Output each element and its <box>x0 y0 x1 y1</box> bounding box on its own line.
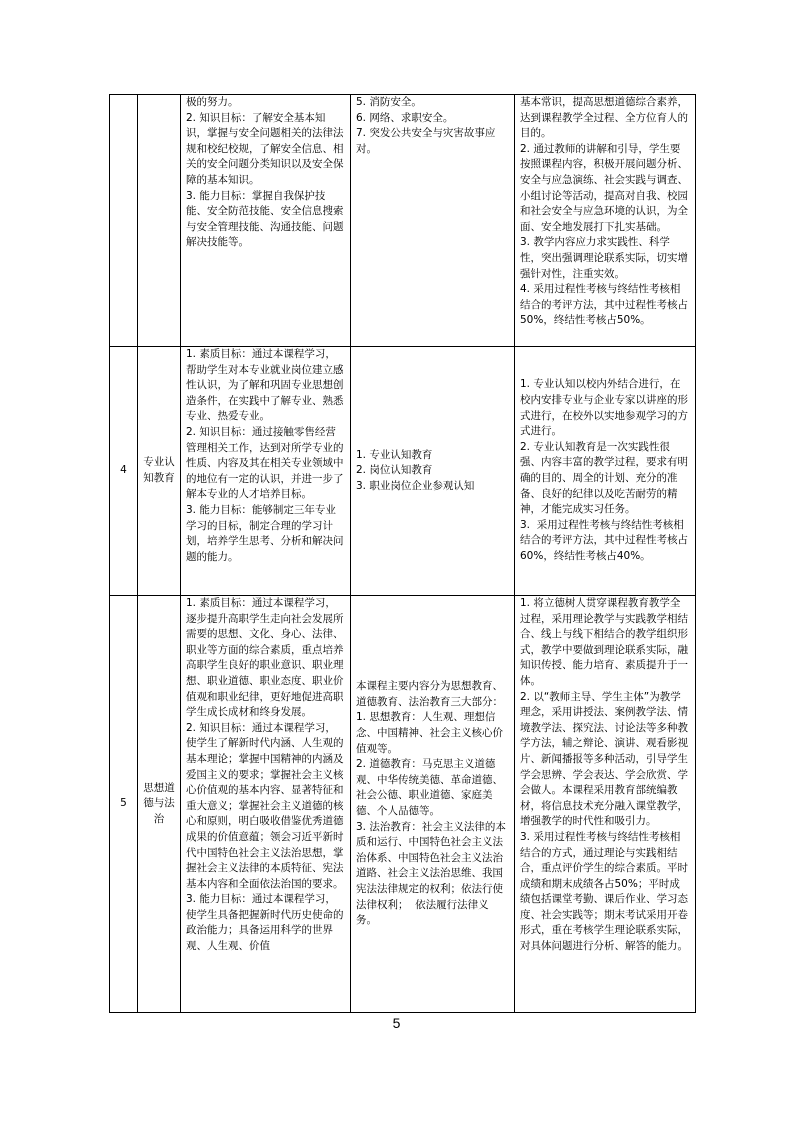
row-number: 4 <box>110 347 138 596</box>
course-goals-text: 1. 素质目标：通过本课程学习，逐步提升高职学生走向社会发展所需要的思想、文化、身心、法律、职业等方面的综合素质，重点培养高职学生良好的职业意识、职业理想、职业道德、职业态度、职业价值观和职业纪律，更好地促进高职学生成长成材和终身发展。 2. 知识目标：通过本课程学习，使学生了解新时代内涵、人生观的基本理论；掌握中国精神的内涵及爱国主义的要求；掌握社会主义核心价值观的基本内容、显著特征和重大意义；掌握社会主义道德的核心和原则，明白吸收借鉴优秀道德成果的价值意蕴；领会习近平新时代中国特色社会主义法治思想，掌握社会主义法律的本质特征、宪法基本内容和全面依法治国的要求。 3. 能力目标：通过本课程学习，使学生具备把握新时代历史使命的政治能力；具备运用科学的世界观、人生观、价值 <box>186 597 344 953</box>
course-goals <box>181 596 351 1013</box>
table-row <box>110 347 696 596</box>
teaching-method-text: 1. 专业认知以校内外结合进行，在校内安排专业与企业专家以讲座的形式进行，在校外以实地参观学习的方式进行。 2. 专业认知教育是一次实践性很强、内容丰富的教学过程，要求有明确的目的、周全的计划、充分的准备、良好的纪律以及吃苦耐劳的精神，才能完成实习任务。 3. 采用过程性考核与终结性考核相结合的考评方法，其中过程性考核占 60%，终结性考核占40%。 <box>520 378 688 562</box>
row-number: 5 <box>110 596 138 1013</box>
table-row <box>110 95 696 347</box>
table-row <box>110 596 696 1013</box>
course-name <box>138 95 181 347</box>
course-name: 思想道德与法治 <box>138 596 181 1013</box>
teaching-method-text: 1. 将立德树人贯穿课程教育教学全过程，采用理论教学与实践教学相结合、线上与线下相结合的教学组织形式，教学中要做到理论联系实际，融知识传授、能力培育、素质提升于一体。 2. 以“教师主导、学生主体”为教学理念，采用讲授法、案例教学法、情境教学法、探究法、讨论法等多种教学方法，辅之辩论、演讲、观看影视片、新闻播报等多种活动，引导学生学会思辨、学会表达、学会欣赏、学会做人。本课程采用教育部统编教材，将信息技术充分融入课堂教学，增强教学的时代性和吸引力。 3. 采用过程性考核与终结性考核相结合的方式，通过理论与实践相结合，重点评价学生的综合素质。平时成绩和期末成绩各占50%；平时成绩包括课堂考勤、课后作业、学习态度、社会实践等；期末考试采用开卷形式，重在考核学生理论联系实际，对具体问题进行分析、解答的能力。 <box>520 597 688 953</box>
course-goals-text: 1. 素质目标：通过本课程学习，帮助学生对本专业就业岗位建立感性认识，为了解和巩固专业思想创造条件，在实践中了解专业、熟悉专业、热爱专业。 2. 知识目标：通过接触零售经营管理相关工作，达到对所学专业的性质、内容及其在相关专业领域中的地位有一定的认识，并进一步了解本专业的人才培养目标。 3. 能力目标：能够制定三年专业学习的目标，制定合理的学习计划，培养学生思考、分析和解决问题的能力。 <box>186 348 344 563</box>
course-content-text: 1. 专业认知教育 2. 岗位认知教育 3. 职业岗位企业参观认知 <box>356 448 475 492</box>
teaching-method <box>515 95 696 347</box>
course-goals <box>181 347 351 596</box>
course-content <box>351 596 515 1013</box>
course-content-text: 5. 消防安全。 6. 网络、求职安全。 7. 突发公共安全与灾害故事应对。 <box>356 96 496 155</box>
page-number: 5 <box>392 1015 401 1031</box>
row-number <box>110 95 138 347</box>
course-goals-text: 极的努力。 2. 知识目标：了解安全基本知识，掌握与安全问题相关的法律法规和校纪校规，了解安全信息、相关的安全问题分类知识以及安全保障的基本知识。 3. 能力目标：掌握自我保护技能、安全防范技能、安全信息搜索与安全管理技能、沟通技能、问题解决技能等。 <box>186 96 344 249</box>
teaching-method <box>515 347 696 596</box>
teaching-method <box>515 596 696 1013</box>
course-content <box>351 347 515 596</box>
course-goals <box>181 95 351 347</box>
course-table <box>109 94 696 1013</box>
teaching-method-text: 基本常识，提高思想道德综合素养，达到课程教学全过程、全方位育人的目的。 2. 通过教师的讲解和引导，学生要按照课程内容，积极开展问题分析、安全与应急演练、社会实践与调查、小组讨论等活动，提高对自我、校园和社会安全与应急环境的认识，为全面、安全地发展打下扎实基础。 3. 教学内容应力求实践性、科学性，突出强调理论联系实际，切实增强针对性，注重实效。 4. 采用过程性考核与终结性考核相结合的考评方法，其中过程性考核占50%，终结性考核占50%。 <box>520 96 688 327</box>
course-content-text: 本课程主要内容分为思想教育、道德教育、法治教育三大部分： 1. 思想教育：人生观、理想信念、中国精神、社会主义核心价值观等。 2. 道德教育：马克思主义道德观、中华传统美德、革命道德、社会公德、职业道德、家庭美德、个人品德等。 3. 法治教育：社会主义法律的本质和运行、中国特色社会主义法治体系、中国特色社会主义法治道路、社会主义法治思维、我国宪法法律规定的权利；依法行使法律权利； 依法履行法律义务。 <box>356 680 506 927</box>
course-name: 专业认知教育 <box>138 347 181 596</box>
course-content <box>351 95 515 347</box>
